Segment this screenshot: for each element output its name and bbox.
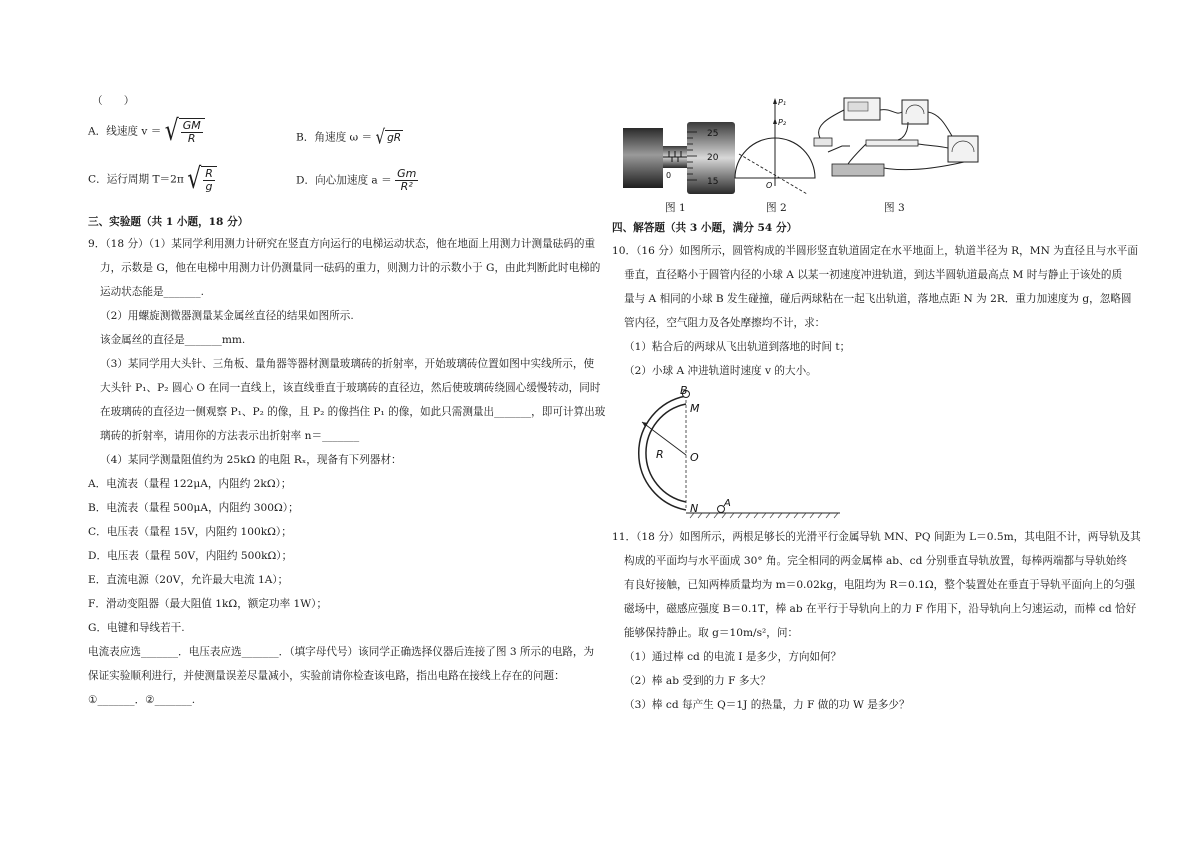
q9-item: F．滑动变阻器（最大阻值 1kΩ，额定功率 1W）； (88, 598, 328, 610)
sqrt-symbol: √ $\frac{R}{g}$ (187, 166, 217, 193)
micrometer-tick-20: 20 (707, 153, 719, 163)
track-label-m: M (690, 402, 700, 415)
circuit-diagram (808, 96, 992, 198)
q10-line-4: 管内径，空气阻力及各处摩擦均不计，求： (624, 317, 826, 329)
q9-end-line-2: 保证实验顺利进行，并使测量误差尽量减小，实验前请你检查该电路，指出电路在接线上存在的问题： (88, 670, 565, 682)
q8-option-b-label: B．角速度 ω ＝ (296, 131, 373, 144)
q8-option-a-den: R (187, 132, 196, 146)
track-label-n: N (690, 502, 699, 515)
q11-sub-2: （2）棒 ab 受到的力 F 多大？ (624, 675, 771, 687)
glass-brick-p1-label: P₁ (778, 98, 787, 107)
glass-brick-o-label: O (766, 181, 773, 190)
q11-sub-3: （3）棒 cd 每产生 Q＝1J 的热量，力 F 做的功 W 是多少？ (624, 699, 910, 711)
q11-sub-1: （1）通过棒 cd 的电流 I 是多少，方向如何？ (624, 651, 842, 663)
glass-brick-p2-label: P₂ (778, 118, 787, 127)
q9-item: A．电流表（量程 122μA，内阻约 2kΩ）； (88, 478, 292, 490)
figure-3-caption: 图 3 (884, 202, 905, 214)
sqrt-symbol: √ gR (375, 125, 402, 149)
q9-item: E．直流电源（20V，允许最大电流 1A）； (88, 574, 289, 586)
micrometer-zero: 0 (666, 171, 672, 180)
q8-option-c (88, 162, 217, 196)
q8-option-d-num: Gm (397, 167, 417, 180)
figure-2-caption: 图 2 (766, 202, 787, 214)
q11-line-4: 磁场中，磁感应强度 B＝0.1T，棒 ab 在平行于导轨向上的力 F 作用下，沿导轨向上匀速运动，而棒 cd 恰好 (624, 603, 1137, 615)
track-label-b: B (680, 384, 688, 397)
track-label-a: A (724, 498, 731, 509)
figure-3-circuit (808, 96, 992, 198)
q8-option-b-rad: gR (387, 132, 402, 144)
q11-line-3: 有良好接触，已知两棒质量均为 m＝0.02kg，电阻均为 R＝0.1Ω，整个装置处在垂直于导轨平面向上的匀强 (624, 579, 1135, 591)
q9-end-line-3: ①_______．②_______. (88, 694, 196, 706)
q10-sub-1: （1）粘合后的两球从飞出轨道到落地的时间 t； (624, 341, 851, 353)
q8-option-d (296, 168, 418, 193)
q9-item: D．电压表（量程 50V，内阻约 500kΩ）； (88, 550, 293, 562)
sqrt-symbol: √ $\frac{GM}{R}$ (165, 118, 205, 145)
q10-sub-2: （2）小球 A 冲进轨道时速度 v 的大小。 (624, 365, 817, 377)
q9-part3-line-3: 在玻璃砖的直径边一侧观察 P₁、P₂ 的像，且 P₂ 的像挡住 P₁ 的像，如此只需测量出_______，即可计算出玻 (100, 406, 606, 418)
micrometer-tick-25: 25 (707, 129, 719, 139)
q9-part3-line-2: 大头针 P₁、P₂ 圆心 O 在同一直线上，该直线垂直于玻璃砖的直径边，然后使玻璃砖绕圆心缓慢转动，同时 (100, 382, 601, 394)
q8-option-a-num: GM (182, 119, 201, 132)
q8-option-c-den: g (205, 180, 213, 194)
q11-line-5: 能够保持静止。取 g＝10m/s²，问： (624, 627, 799, 639)
figure-1-micrometer (623, 122, 735, 194)
micrometer-tick-15: 15 (707, 177, 719, 187)
q9-part2-line-2: 该金属丝的直径是_______mm. (100, 334, 246, 346)
track-label-o: O (690, 451, 699, 464)
q9-end-line-1: 电流表应选_______．电压表应选_______．（填字母代号）该同学正确选择仪器后连接了图 3 所示的电路，为 (88, 646, 595, 658)
q9-line-1: 9．（18 分）（1）某同学利用测力计研究在竖直方向运行的电梯运动状态，他在地面上用测力计测量砝码的重 (88, 238, 596, 250)
figure-1-caption: 图 1 (665, 202, 686, 214)
q10-line-1: 10．（16 分）如图所示，圆管构成的半圆形竖直轨道固定在水平地面上，轨道半径为 R，MN 为直径且与水平面 (612, 245, 1138, 257)
q8-option-c-num: R (205, 167, 213, 180)
q9-item: G．电键和导线若干. (88, 622, 185, 634)
micrometer-image (623, 122, 735, 194)
q9-part4-line-1: （4）某同学测量阻值约为 25kΩ 的电阻 Rₓ，现备有下列器材： (100, 454, 402, 466)
q10-line-2: 垂直，直径略小于圆管内径的小球 A 以某一初速度冲进轨道，到达半圆轨道最高点 M 时与静止于该处的质 (624, 269, 1123, 281)
q9-item: B．电流表（量程 500μA，内阻约 300Ω）； (88, 502, 299, 514)
q8-option-a (88, 114, 205, 148)
q9-item: C．电压表（量程 15V，内阻约 100kΩ）； (88, 526, 292, 538)
q8-option-d-label: D．向心加速度 a ＝ (296, 174, 392, 187)
q9-part2-line-1: （2）用螺旋测微器测量某金属丝直径的结果如图所示. (100, 310, 354, 322)
track-label-r: R (656, 448, 664, 461)
q8-option-c-label: C．运行周期 T＝2π (88, 173, 184, 186)
q8-option-d-den: R² (400, 180, 413, 194)
q9-line-2: 力，示数是 G，他在电梯中用测力计仍测量同一砝码的重力，则测力计的示数小于 G，由此判断此时电梯的 (100, 262, 601, 274)
q9-line-3: 运动状态能是_______. (100, 286, 205, 298)
q8-answer-paren: （ ） (92, 95, 135, 107)
section-3-title: 三、实验题（共 1 小题，18 分） (88, 216, 249, 228)
q11-line-2: 构成的平面均与水平面成 30° 角。完全相同的两金属棒 ab、cd 分别垂直导轨放置，每棒两端都与导轨始终 (624, 555, 1127, 567)
q8-option-b (296, 125, 403, 149)
q11-line-1: 11．（18 分）如图所示，两根足够长的光滑平行金属导轨 MN、PQ 间距为 L＝0.5m，其电阻不计，两导轨及其 (612, 531, 1141, 543)
q8-option-a-label: A．线速度 v ＝ (88, 125, 162, 138)
q10-line-3: 量与 A 相同的小球 B 发生碰撞，碰后两球粘在一起飞出轨道，落地点距 N 为 2R．重力加速度为 g，忽略圆 (624, 293, 1132, 305)
section-4-title: 四、解答题（共 3 小题，满分 54 分） (612, 222, 798, 234)
semicircle-track-diagram (620, 382, 845, 522)
q9-part3-line-1: （3）某同学用大头针、三角板、量角器等器材测量玻璃砖的折射率，开始玻璃砖位置如图中实线所示，使 (100, 358, 595, 370)
figure-q10-track (620, 382, 845, 522)
q9-part3-line-4: 璃砖的折射率，请用你的方法表示出折射率 n＝_______ (100, 430, 360, 442)
